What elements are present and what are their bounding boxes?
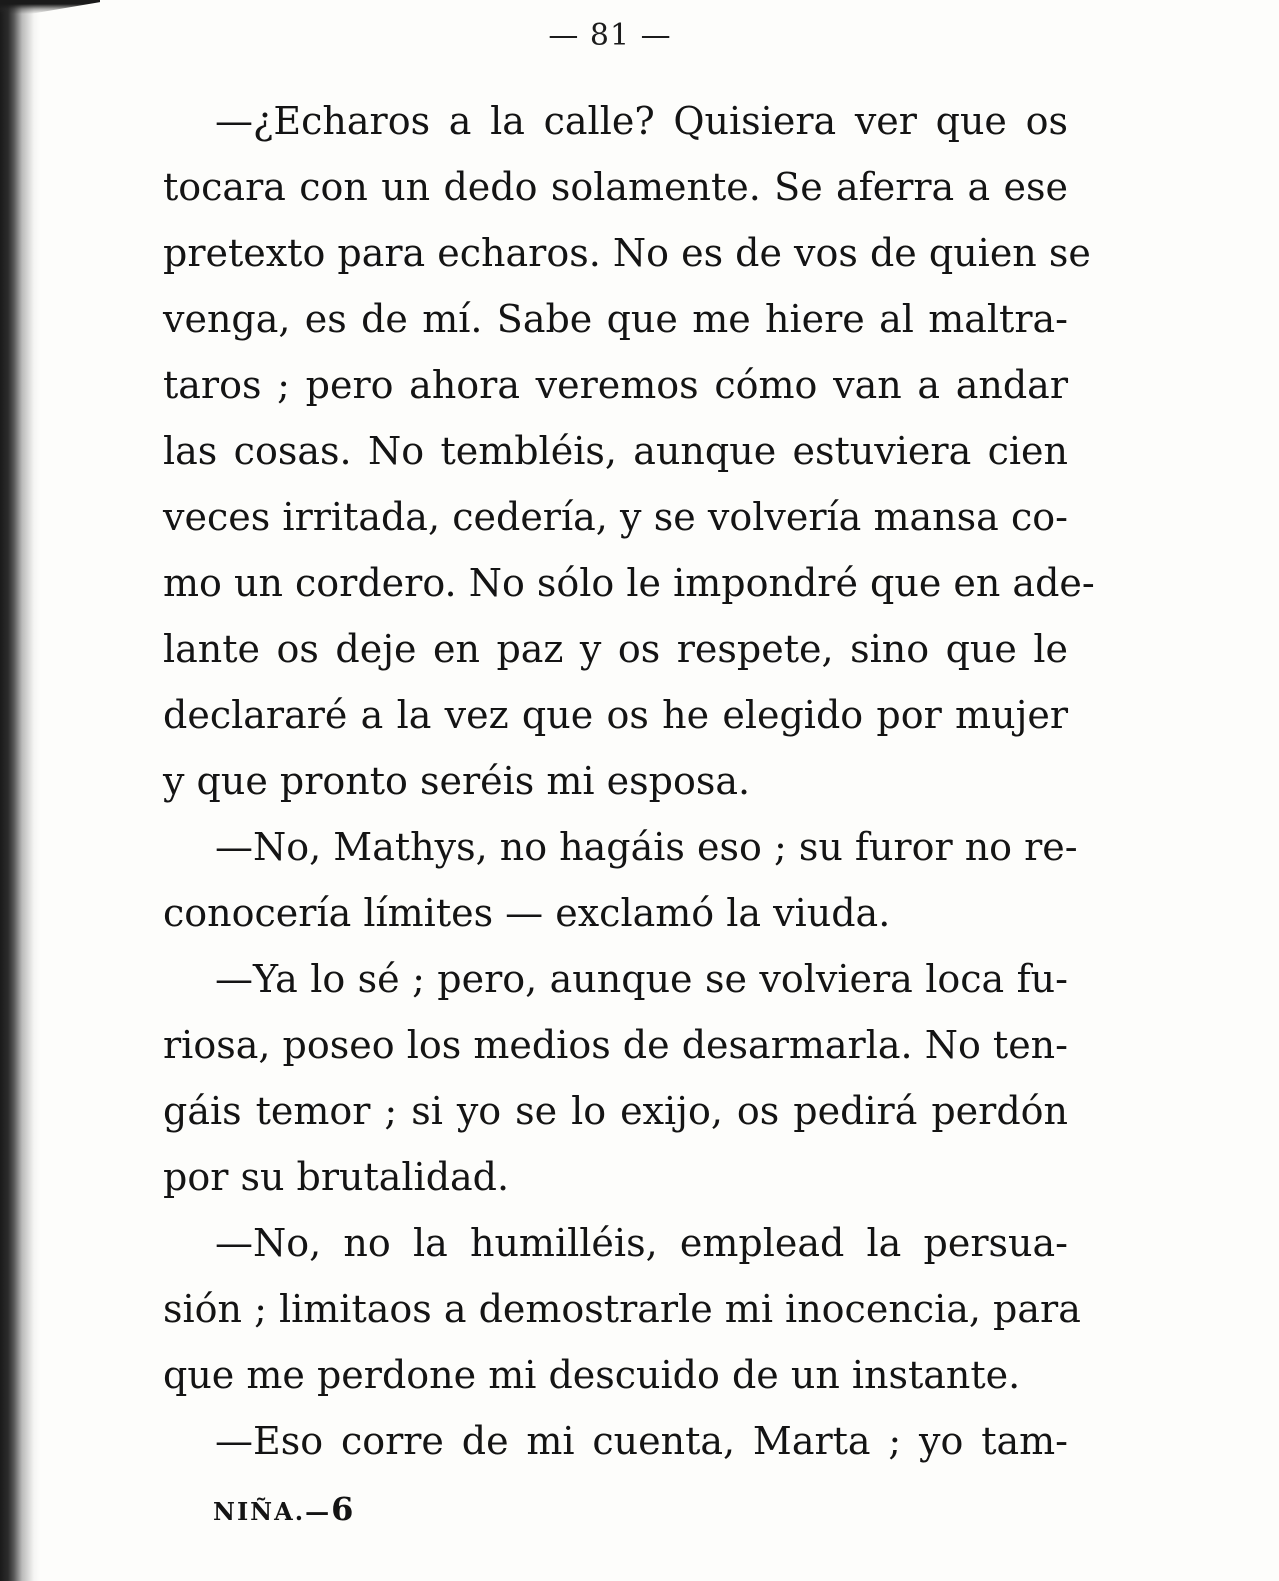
text-line: pretexto para echaros. No es de vos de quien se xyxy=(163,231,1091,275)
text-line: sión ; limitaos a demostrarle mi inocencia, para xyxy=(163,1287,1081,1331)
text-line: veces irritada, cedería, y se volvería mansa co- xyxy=(163,495,1068,539)
signature-number: 6 xyxy=(331,1490,354,1528)
text-line: y que pronto seréis mi esposa. xyxy=(163,759,751,803)
text-line: riosa, poseo los medios de desarmarla. No ten- xyxy=(163,1023,1068,1067)
text-line: —No, Mathys, no hagáis eso ; su furor no re- xyxy=(215,825,1078,869)
binding-corner-shadow xyxy=(0,0,100,14)
page-number: — 81 — xyxy=(548,18,672,53)
text-line: mo un cordero. No sólo le impondré que en ade- xyxy=(163,561,1095,605)
text-line: que me perdone mi descuido de un instante. xyxy=(163,1353,1021,1397)
text-line: lante os deje en paz y os respete, sino que le xyxy=(163,627,1068,671)
text-line: venga, es de mí. Sabe que me hiere al maltra- xyxy=(163,297,1068,341)
text-line: —Ya lo sé ; pero, aunque se volviera loca fu- xyxy=(215,957,1068,1001)
text-line: declararé a la vez que os he elegido por mujer xyxy=(163,693,1068,737)
body-text xyxy=(163,88,1095,1474)
text-line: las cosas. No tembléis, aunque estuviera cien xyxy=(163,429,1068,473)
binding-edge-shadow xyxy=(0,0,40,1581)
text-line: conocería límites — exclamó la viuda. xyxy=(163,891,891,935)
text-line: —¿Echaros a la calle? Quisiera ver que os xyxy=(215,99,1068,143)
signature-label: NIÑA.— xyxy=(213,1497,332,1526)
text-line: taros ; pero ahora veremos cómo van a andar xyxy=(163,363,1068,407)
text-line: tocara con un dedo solamente. Se aferra a ese xyxy=(163,165,1068,209)
text-line: gáis temor ; si yo se lo exijo, os pedirá perdón xyxy=(163,1089,1068,1133)
text-line: —Eso corre de mi cuenta, Marta ; yo tam- xyxy=(215,1419,1068,1463)
text-line: por su brutalidad. xyxy=(163,1155,510,1199)
printer-signature xyxy=(213,1490,353,1528)
text-line: —No, no la humilléis, emplead la persua- xyxy=(215,1221,1068,1265)
